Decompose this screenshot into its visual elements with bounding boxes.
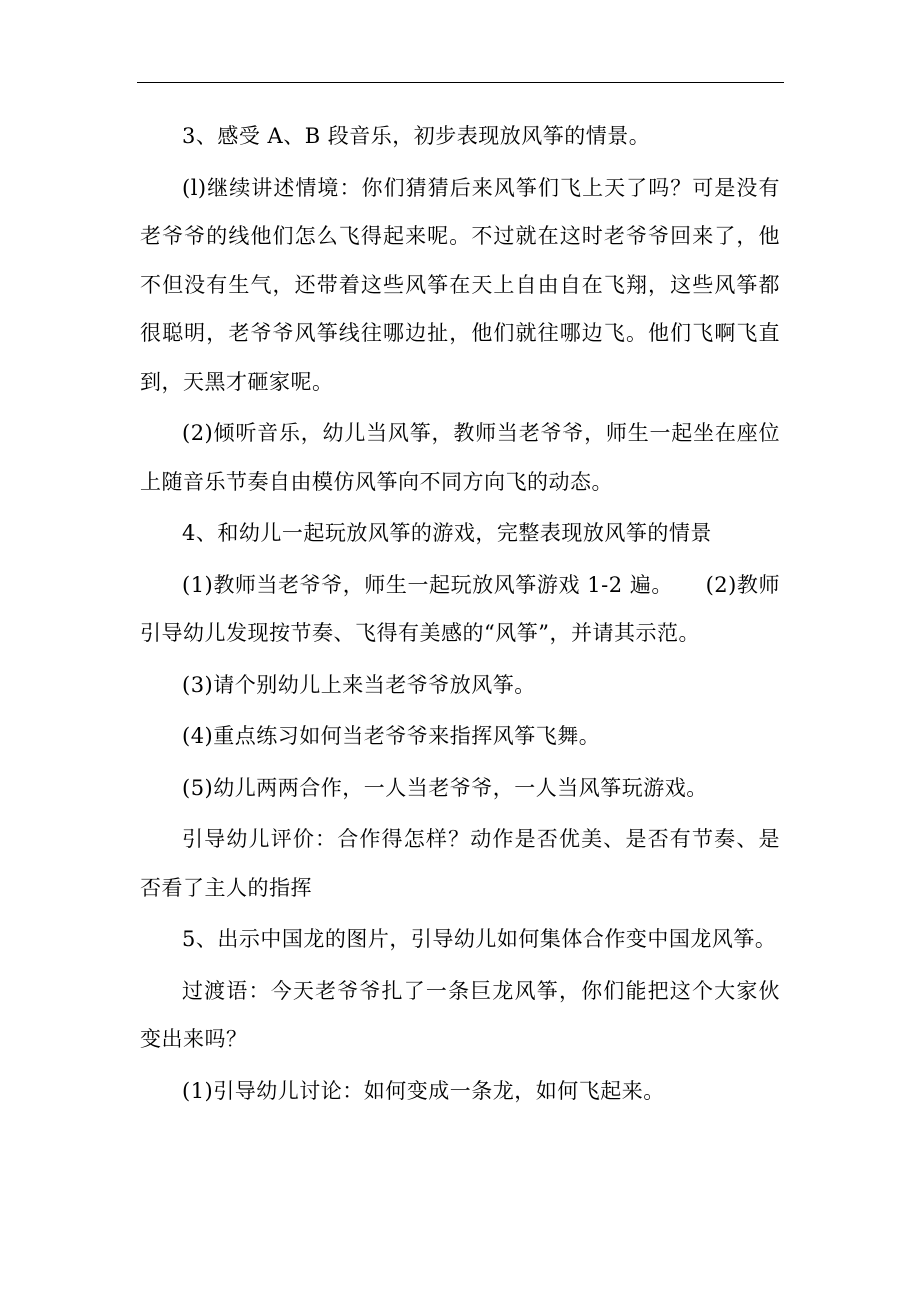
document-body (140, 112, 780, 1115)
paragraph-teacher-play: (1)教师当老爷爷，师生一起玩放风筝游戏 1-2 遍。 (2)教师引导幼儿发现按节奏、飞得有美感的“风筝”，并请其示范。 (140, 572, 780, 645)
paragraph-individual-children: (3)请个别幼儿上来当老爷爷放风筝。 (182, 672, 536, 697)
paragraph-transition: 过渡语：今天老爷爷扎了一条巨龙风筝，你们能把这个大家伙变出来吗？ (140, 978, 780, 1051)
paragraph-discussion: (1)引导幼儿讨论：如何变成一条龙，如何飞起来。 (182, 1078, 665, 1103)
section-heading-3: 3、感受 A、B 段音乐，初步表现放风筝的情景。 (182, 124, 651, 148)
section-heading-4: 4、和幼儿一起玩放风筝的游戏，完整表现放风筝的情景 (182, 521, 712, 545)
paragraph-pair-cooperation: (5)幼儿两两合作，一人当老爷爷，一人当风筝玩游戏。 (182, 775, 708, 800)
header-rule (137, 82, 784, 83)
section-heading-5: 5、出示中国龙的图片，引导幼儿如何集体合作变中国龙风筝。 (182, 927, 777, 951)
paragraph-practice-conducting: (4)重点练习如何当老爷爷来指挥风筝飞舞。 (182, 724, 601, 748)
paragraph-story-continuation: (l)继续讲述情境：你们猜猜后来风筝们飞上天了吗？可是没有老爷爷的线他们怎么飞得起来呢。不过就在这时老爷爷回来了，他不但没有生气，还带着这些风筝在天上自由自在飞翔，这些风筝都很聪明，老爷爷风筝线往哪边扯，他们就往哪边飞。他们飞啊飞直到，天黑才砸家呢。 (140, 175, 780, 394)
paragraph-evaluation: 引导幼儿评价：合作得怎样？动作是否优美、是否有节奏、是否看了主人的指挥 (140, 827, 780, 900)
paragraph-listen-music: (2)倾听音乐，幼儿当风筝，教师当老爷爷，师生一起坐在座位上随音乐节奏自由模仿风筝向不同方向飞的动态。 (140, 421, 780, 494)
